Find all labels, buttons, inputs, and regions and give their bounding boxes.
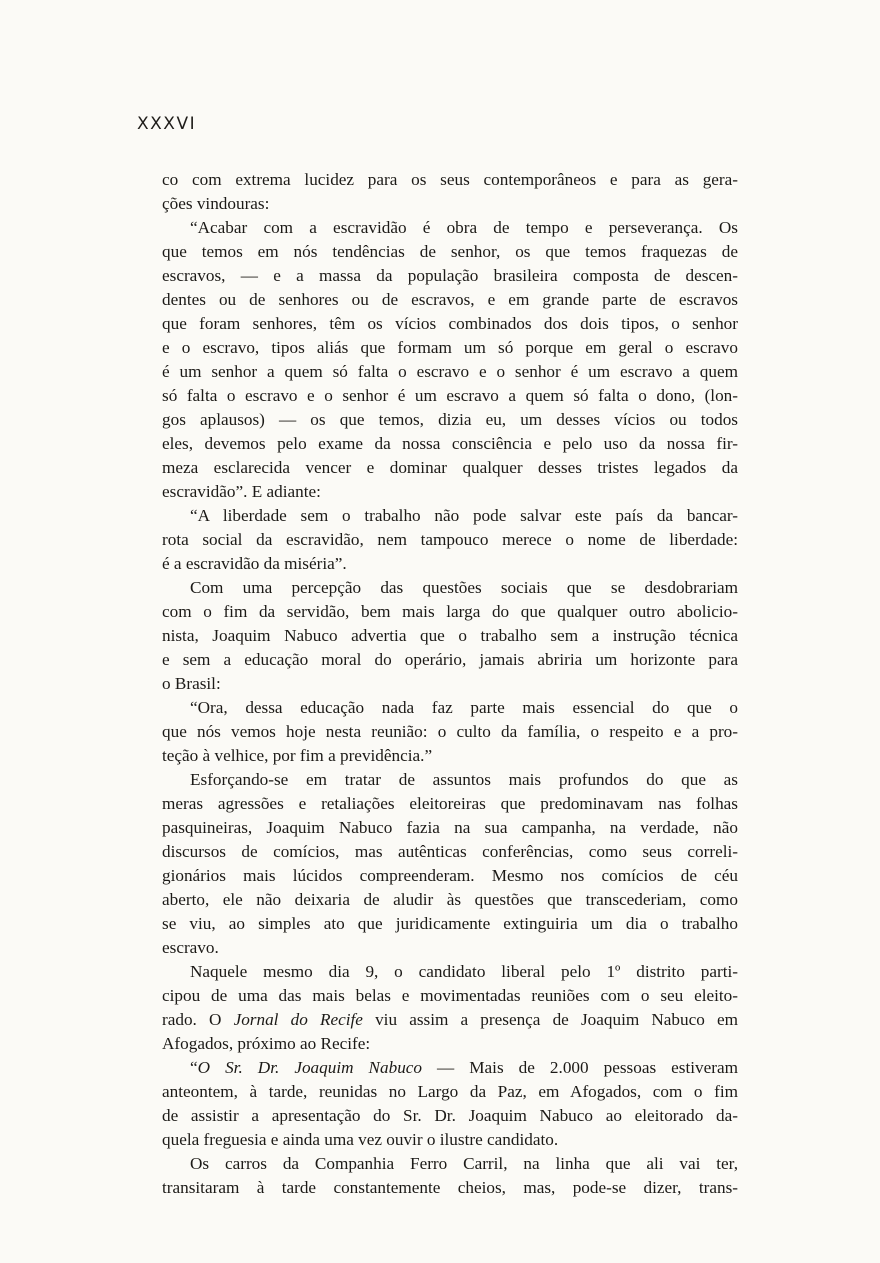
text-line: dentes ou de senhores ou de escravos, e em grande parte de escravos (162, 290, 738, 309)
text-line: pasquineiras, Joaquim Nabuco fazia na sua campanha, na verdade, não (162, 818, 738, 837)
text-line: e o escravo, tipos aliás que formam um só porque em geral o escravo (162, 338, 738, 357)
text-line (162, 1056, 738, 1080)
body-text (162, 168, 738, 1200)
text-line: cipou de uma das mais belas e movimentadas reuniões com o seu eleito- (162, 986, 738, 1005)
text-line: Os carros da Companhia Ferro Carril, na linha que ali vai ter, (190, 1154, 738, 1173)
text-line: Naquele mesmo dia 9, o candidato liberal pelo 1º distrito parti- (190, 962, 738, 981)
text-line: quela freguesia e ainda uma vez ouvir o ilustre candidato. (162, 1130, 559, 1149)
text-line: escravo. (162, 938, 219, 957)
text-line: aberto, ele não deixaria de aludir às questões que transcederiam, como (162, 890, 738, 909)
text-line (162, 1008, 738, 1032)
text-line: anteontem, à tarde, reunidas no Largo da Paz, em Afogados, com o fim (162, 1082, 738, 1101)
text-line: Esforçando-se em tratar de assuntos mais profundos do que as (190, 770, 738, 789)
text-line: nista, Joaquim Nabuco advertia que o trabalho sem a instrução técnica (162, 626, 738, 645)
text-line: que foram senhores, têm os vícios combinados dos dois tipos, o senhor (162, 314, 738, 333)
text-line: de assistir a apresentação do Sr. Dr. Joaquim Nabuco ao eleitorado da- (162, 1106, 738, 1125)
text-line: rota social da escravidão, nem tampouco merece o nome de liberdade: (162, 530, 738, 549)
text-line: é um senhor a quem só falta o escravo e o senhor é um escravo a quem (162, 362, 738, 381)
text-line: co com extrema lucidez para os seus contemporâneos e para as gera- (162, 170, 738, 189)
text-line: só falta o escravo e o senhor é um escravo a quem só falta o dono, (lon- (162, 386, 738, 405)
text-line: “A liberdade sem o trabalho não pode salvar este país da bancar- (190, 506, 738, 525)
text-line: que nós vemos hoje nesta reunião: o culto da família, o respeito e a pro- (162, 722, 738, 741)
text-line: e sem a educação moral do operário, jamais abriria um horizonte para (162, 650, 738, 669)
text-line: é a escravidão da miséria”. (162, 554, 347, 573)
text-line: teção à velhice, por fim a previdência.” (162, 746, 433, 765)
text-line: Afogados, próximo ao Recife: (162, 1034, 371, 1053)
text-run: rado. O (162, 1010, 234, 1029)
text-line: meras agressões e retaliações eleitoreiras que predominavam nas folhas (162, 794, 738, 813)
text-line: escravidão”. E adiante: (162, 482, 321, 501)
text-line: que temos em nós tendências de senhor, os que temos fraquezas de (162, 242, 738, 261)
text-run: — Mais de 2.000 pessoas estiveram (422, 1058, 738, 1077)
text-line: gos aplausos) — os que temos, dizia eu, um desses vícios ou todos (162, 410, 738, 429)
text-line: o Brasil: (162, 674, 221, 693)
italic-title: Jornal do Recife (233, 1010, 363, 1029)
text-line: Com uma percepção das questões sociais que se desdobrariam (190, 578, 738, 597)
text-line: “Acabar com a escravidão é obra de tempo e perseverança. Os (190, 218, 738, 237)
italic-title: O Sr. Dr. Joaquim Nabuco (197, 1058, 423, 1077)
text-run: viu assim a presença de Joaquim Nabuco em (362, 1010, 738, 1029)
text-line: meza esclarecida vencer e dominar qualquer desses tristes legados da (162, 458, 738, 477)
text-run: “ (190, 1058, 198, 1077)
text-line: escravos, — e a massa da população brasileira composta de descen- (162, 266, 738, 285)
page-number: XXXVI (137, 114, 197, 134)
text-line: eles, devemos pelo exame da nossa consciência e pelo uso da nossa fir- (162, 434, 738, 453)
text-line: ções vindouras: (162, 194, 270, 213)
text-line: com o fim da servidão, bem mais larga do que qualquer outro abolicio- (162, 602, 738, 621)
text-line: transitaram à tarde constantemente cheios, mas, pode-se dizer, trans- (162, 1178, 738, 1197)
text-line: discursos de comícios, mas autênticas conferências, como seus correli- (162, 842, 738, 861)
text-line: se viu, ao simples ato que juridicamente extinguiria um dia o trabalho (162, 914, 738, 933)
text-line: gionários mais lúcidos compreenderam. Mesmo nos comícios de céu (162, 866, 738, 885)
text-line: “Ora, dessa educação nada faz parte mais essencial do que o (190, 698, 738, 717)
